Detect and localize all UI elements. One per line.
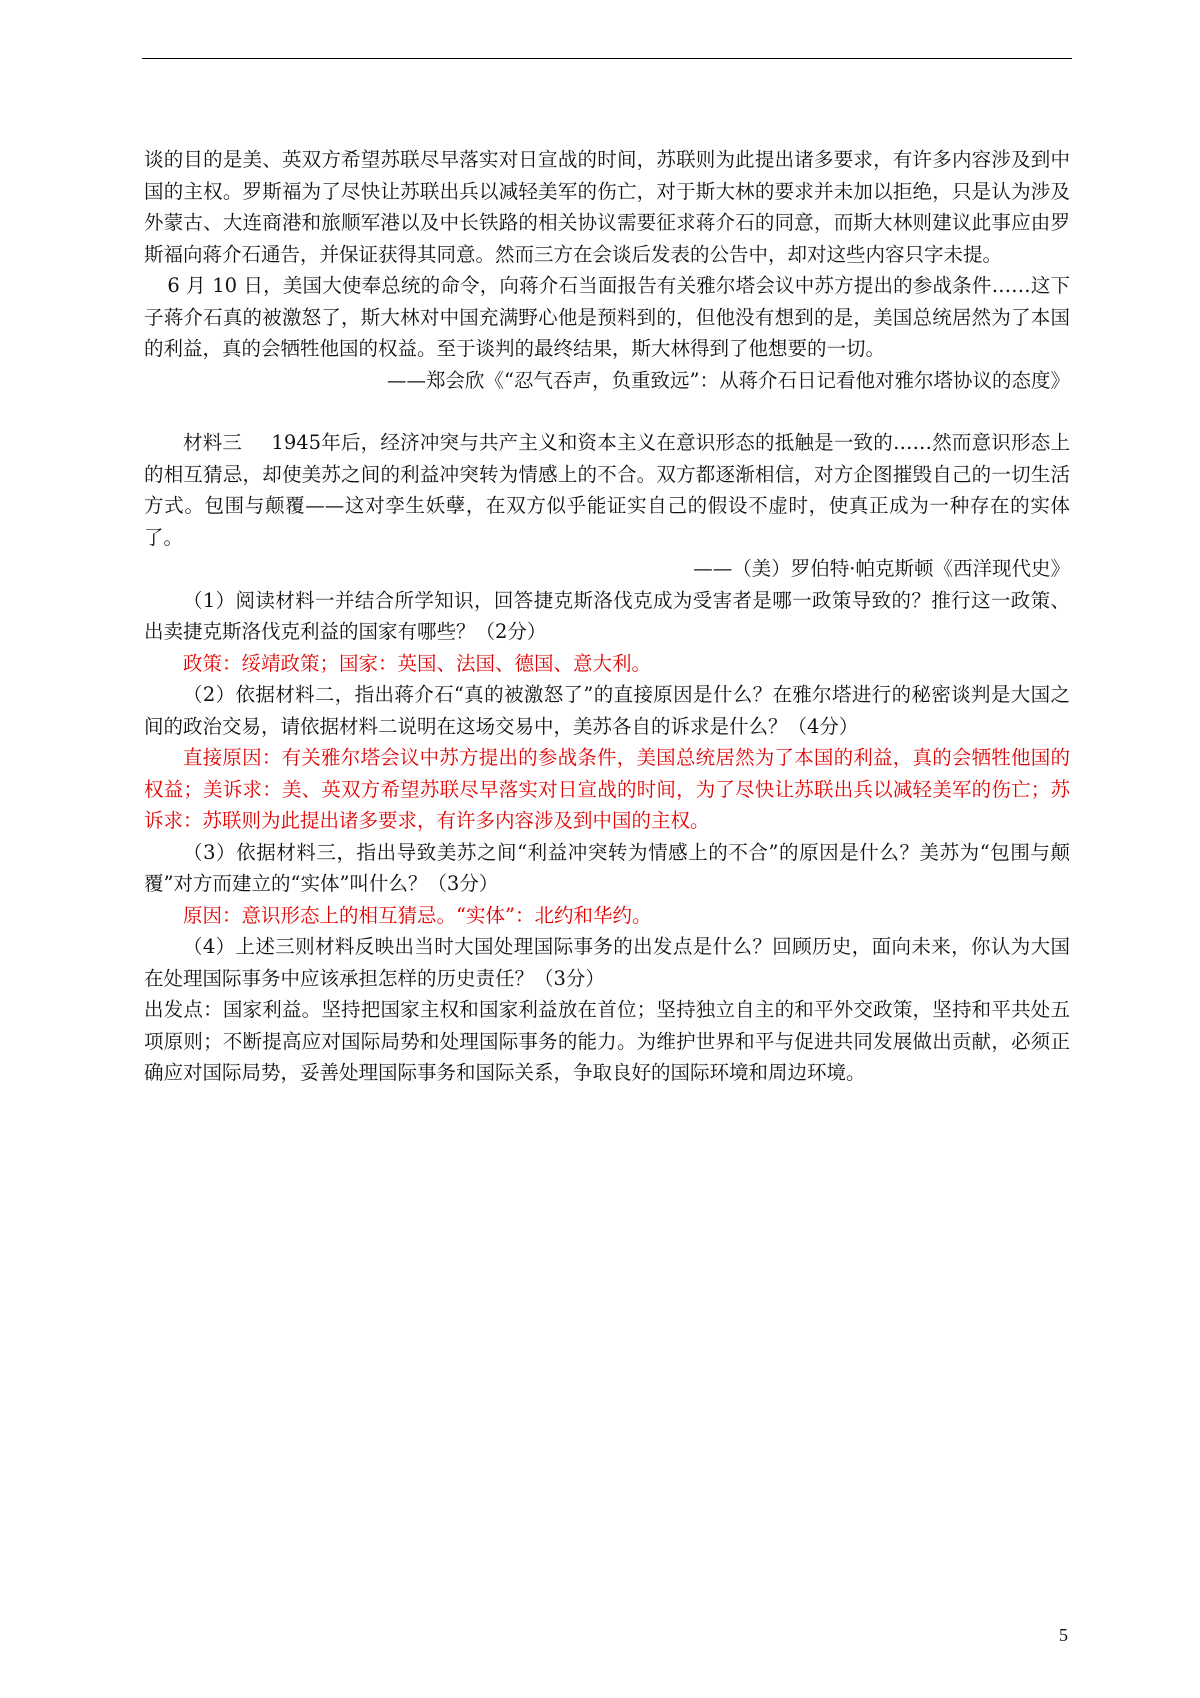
answer-1: 政策：绥靖政策；国家：英国、法国、德国、意大利。 xyxy=(183,651,652,675)
answer-3: 原因：意识形态上的相互猜忌。“实体”：北约和华约。 xyxy=(183,903,652,927)
material3-paragraph xyxy=(144,427,1070,553)
document-body xyxy=(144,144,1070,1089)
spacer xyxy=(144,396,1070,427)
answer-4: 出发点：国家利益。坚持把国家主权和国家利益放在首位；坚持独立自主的和平外交政策，坚持和平共处五项原则；不断提高应对国际局势和处理国际事务的能力。为维护世界和平与促进共同发展做出贡献，必须正确应对国际局势，妥善处理国际事务和国际关系，争取良好的国际环境和周边环境。 xyxy=(144,998,1070,1084)
material3-label: 材料三 xyxy=(183,431,243,454)
material2-paragraph-1: 谈的目的是美、英双方希望苏联尽早落实对日宣战的时间，苏联则为此提出诸多要求，有许多内容涉及到中国的主权。罗斯福为了尽快让苏联出兵以减轻美军的伤亡，对于斯大林的要求并未加以拒绝，只是认为涉及外蒙古、大连商港和旅顺军港以及中长铁路的相关协议需要征求蒋介石的同意，而斯大林则建议此事应由罗斯福向蒋介石通告，并保证获得其同意。然而三方在会谈后发表的公告中，却对这些内容只字未提。 xyxy=(144,148,1070,266)
material3-source: ——（美）罗伯特·帕克斯顿《西洋现代史》 xyxy=(693,557,1070,580)
material2-source: ——郑会欣《“忍气吞声，负重致远”：从蒋介石日记看他对雅尔塔协议的态度》 xyxy=(387,368,1070,392)
question-2: （2）依据材料二，指出蒋介石“真的被激怒了”的直接原因是什么？在雅尔塔进行的秘密谈判是大国之间的政治交易，请依据材料二说明在这场交易中，美苏各自的诉求是什么？（4分） xyxy=(144,683,1070,738)
question-1: （1）阅读材料一并结合所学知识，回答捷克斯洛伐克成为受害者是哪一政策导致的？推行这一政策、出卖捷克斯洛伐克利益的国家有哪些？（2分） xyxy=(144,588,1070,643)
answer-2: 直接原因：有关雅尔塔会议中苏方提出的参战条件，美国总统居然为了本国的利益，真的会牺牲他国的权益；美诉求：美、英双方希望苏联尽早落实对日宣战的时间，为了尽快让苏联出兵以减轻美军的伤亡；苏诉求：苏联则为此提出诸多要求，有许多内容涉及到中国的主权。 xyxy=(144,746,1070,832)
material2-paragraph-2: 6 月 10 日，美国大使奉总统的命令，向蒋介石当面报告有关雅尔塔会议中苏方提出的参战条件……这下子蒋介石真的被激怒了，斯大林对中国充满野心他是预料到的，但他没有想到的是，美国总统居然为了本国的利益，真的会牺牲他国的权益。至于谈判的最终结果，斯大林得到了他想要的一切。 xyxy=(144,274,1070,360)
material3-text: 1945年后，经济冲突与共产主义和资本主义在意识形态的抵触是一致的……然而意识形态上的相互猜忌，却使美苏之间的利益冲突转为情感上的不合。双方都逐渐相信，对方企图摧毁自己的一切生活方式。包围与颠覆——这对孪生妖孽，在双方似乎能证实自己的假设不虚时，使真正成为一种存在的实体了。 xyxy=(144,431,1070,549)
page-number: 5 xyxy=(1059,1625,1068,1645)
header-rule xyxy=(142,58,1072,59)
question-4: （4）上述三则材料反映出当时大国处理国际事务的出发点是什么？回顾历史，面向未来，你认为大国在处理国际事务中应该承担怎样的历史责任？（3分） xyxy=(144,935,1070,990)
question-3: （3）依据材料三，指出导致美苏之间“利益冲突转为情感上的不合”的原因是什么？美苏为“包围与颠覆”对方而建立的“实体”叫什么？（3分） xyxy=(144,840,1070,895)
